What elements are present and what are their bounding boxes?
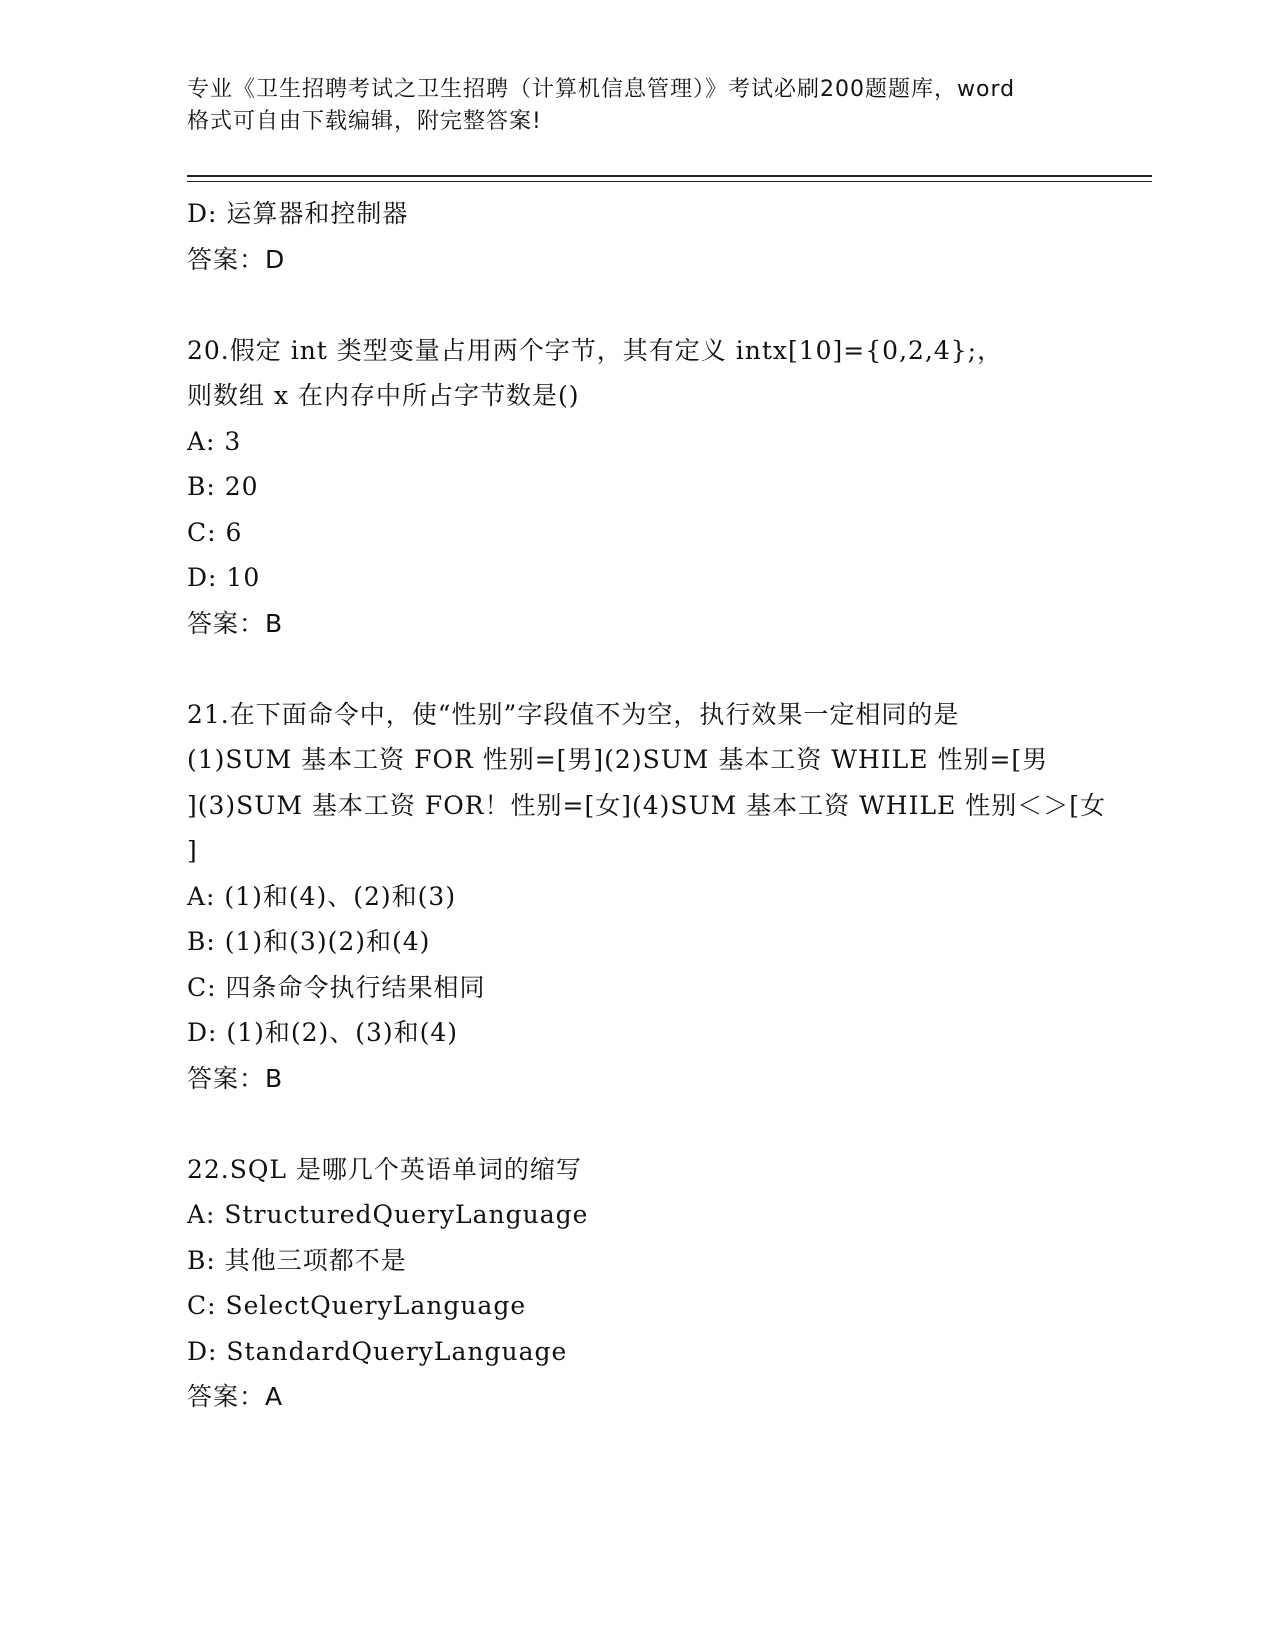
- option-line: B: 其他三项都不是: [187, 1245, 407, 1275]
- question-block: [187, 692, 1107, 1102]
- question-block: [187, 328, 1107, 647]
- document-header: [187, 74, 1087, 138]
- question-stem: 则数组 x 在内存中所占字节数是(): [187, 381, 580, 410]
- question-stem: 21.在下面命令中，使“性别”字段值不为空，执行效果一定相同的是: [187, 699, 960, 729]
- spacer: [187, 1101, 1107, 1147]
- option-line: A: (1)和(4)、(2)和(3): [187, 881, 457, 911]
- question-stem: (1)SUM 基本工资 FOR 性别=[男](2)SUM 基本工资 WHILE 性别=[男: [187, 745, 1049, 774]
- header-divider-thick: [187, 175, 1152, 177]
- option-line: D: StandardQueryLanguage: [187, 1336, 568, 1366]
- header-divider-thin: [187, 181, 1152, 182]
- answer-line: 答案：B: [187, 1063, 284, 1093]
- option-line: D: (1)和(2)、(3)和(4): [187, 1018, 459, 1047]
- answer-line: 答案：A: [187, 1382, 284, 1411]
- spacer: [187, 646, 1107, 692]
- option-line: A: StructuredQueryLanguage: [187, 1200, 589, 1229]
- spacer: [187, 282, 1107, 328]
- question-stem: ]: [187, 836, 198, 865]
- option-line: C: 6: [187, 517, 243, 547]
- header-line-1: 专业《卫生招聘考试之卫生招聘（计算机信息管理）》考试必刷200题题库，word: [187, 77, 1016, 102]
- option-line: A: 3: [187, 426, 242, 456]
- option-line: C: 四条命令执行结果相同: [187, 972, 486, 1002]
- option-line: B: 20: [187, 472, 259, 501]
- question-stem: 22.SQL 是哪几个英语单词的缩写: [187, 1154, 582, 1184]
- answer-line: 答案：B: [187, 608, 284, 638]
- header-line-2: 格式可自由下载编辑，附完整答案!: [187, 109, 542, 134]
- question-stem: ](3)SUM 基本工资 FOR！性别=[女](4)SUM 基本工资 WHILE 性别＜＞[女: [187, 790, 1106, 820]
- document-body: [187, 191, 1107, 1420]
- option-line: D: 10: [187, 563, 261, 592]
- question-block: [187, 1147, 1107, 1420]
- answer-line: 答案：D: [187, 244, 286, 274]
- option-line: C: SelectQueryLanguage: [187, 1291, 527, 1320]
- question-stem: 20.假定 int 类型变量占用两个字节，其有定义 intx[10]={0,2,4};，: [187, 335, 1004, 365]
- option-line: B: (1)和(3)(2)和(4): [187, 927, 431, 956]
- option-line: D: 运算器和控制器: [187, 199, 409, 228]
